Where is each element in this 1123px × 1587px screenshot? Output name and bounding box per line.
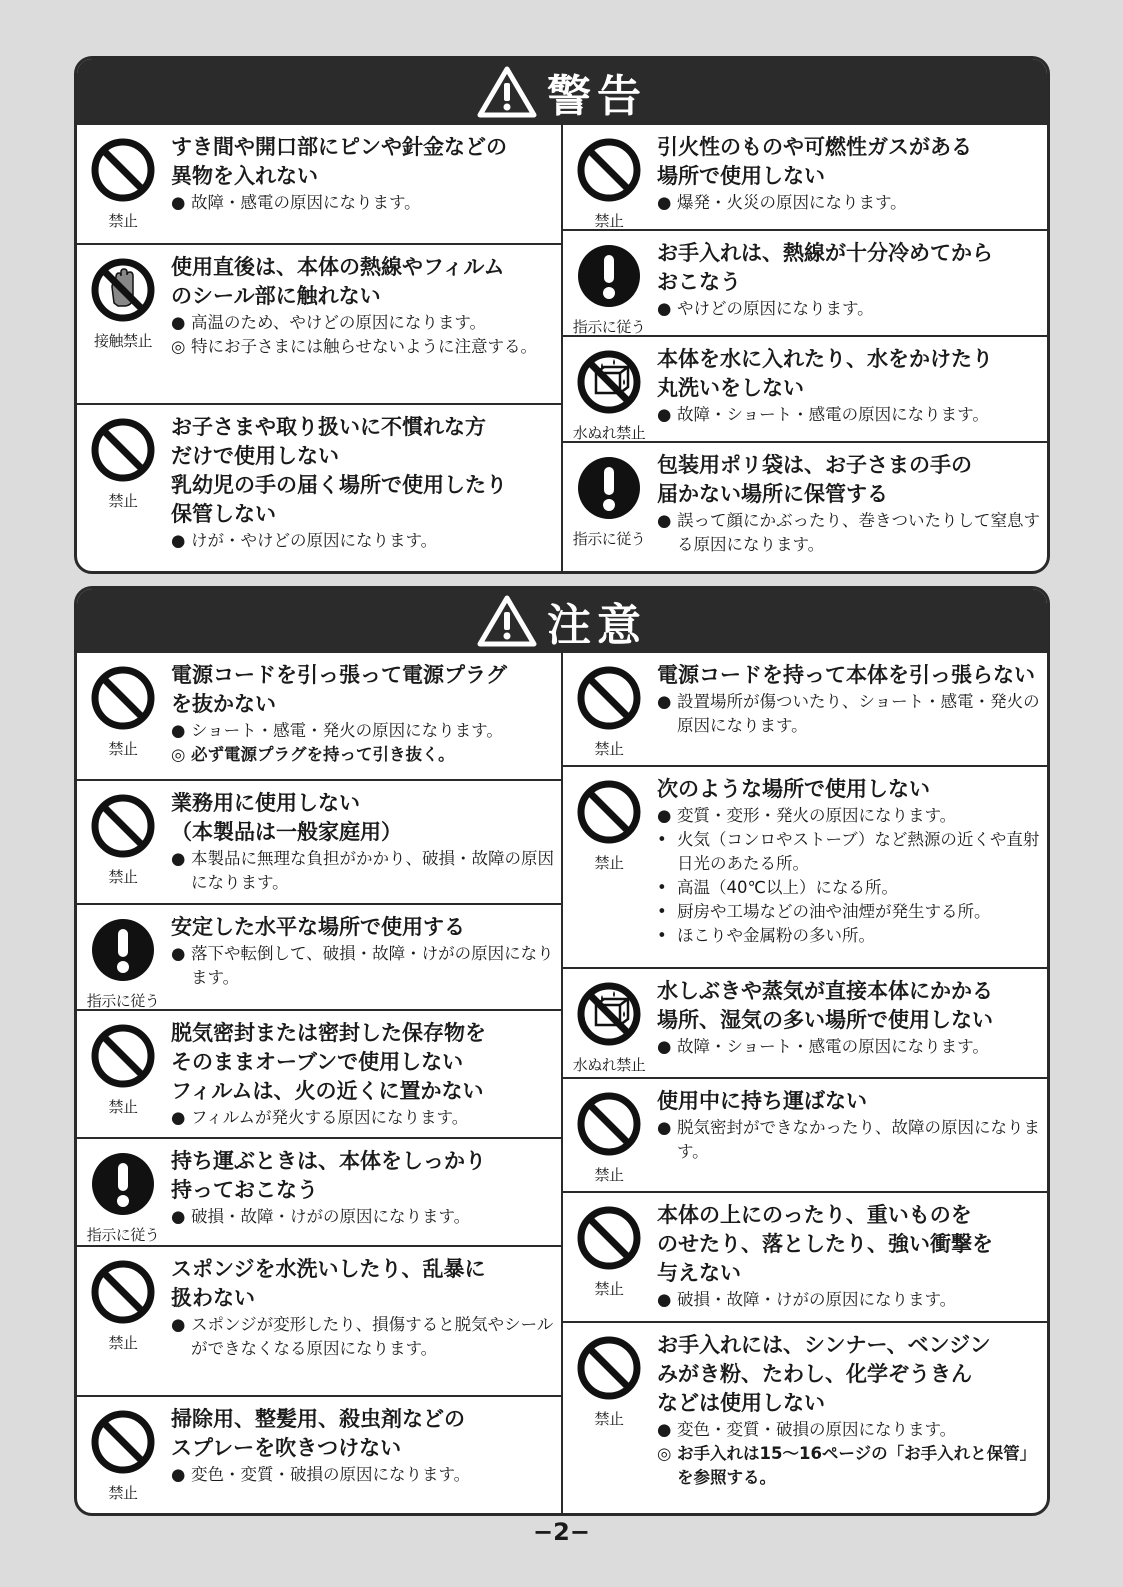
precaution-note (171, 1463, 555, 1487)
precaution-note (657, 924, 1041, 948)
prohibition-icon (576, 1335, 642, 1405)
precaution-symbol (83, 1405, 163, 1507)
page-number: −2− (533, 1518, 590, 1546)
precaution-note (171, 719, 555, 743)
title-line: 持っておこなう (171, 1178, 318, 1202)
precaution-title (657, 1087, 1041, 1116)
precaution-note (657, 1116, 1041, 1164)
precaution-note (171, 335, 555, 359)
caution-right-column (563, 653, 1047, 1513)
prohibition-icon (90, 665, 156, 735)
title-line: 安定した水平な場所で使用する (171, 915, 465, 939)
symbol-label: 水ぬれ禁止 (572, 424, 646, 441)
precaution-title (171, 1255, 555, 1313)
mandatory-icon (576, 243, 642, 313)
title-line: のシール部に触れない (171, 284, 381, 308)
bullet-mark: ● (171, 1465, 186, 1484)
title-line: 場所、湿気の多い場所で使用しない (657, 1008, 993, 1032)
note-text: 破損・故障・けがの原因になります。 (677, 1290, 957, 1309)
symbol-label: 指示に従う (572, 318, 646, 335)
precaution-note (657, 1442, 1041, 1490)
note-text: 落下や転倒して、破損・故障・けがの原因になります。 (191, 944, 554, 987)
precaution-title (657, 1331, 1041, 1418)
symbol-label: 禁止 (108, 1484, 138, 1502)
prohibition-icon (90, 1259, 156, 1329)
symbol-label: 禁止 (108, 740, 138, 758)
precaution-note (657, 900, 1041, 924)
precaution-note (171, 311, 555, 335)
precaution-item (77, 1137, 561, 1245)
precaution-item (563, 967, 1047, 1077)
note-text: 脱気密封ができなかったり、故障の原因になります。 (677, 1118, 1040, 1161)
note-text: ほこりや金属粉の多い所。 (677, 926, 875, 945)
precaution-symbol (83, 661, 163, 773)
precaution-title (657, 451, 1041, 509)
title-line: 掃除用、整髪用、殺虫剤などの (171, 1407, 465, 1431)
note-text: 故障・感電の原因になります。 (191, 193, 421, 212)
precaution-item (563, 1321, 1047, 1513)
bullet-mark: ● (657, 1420, 672, 1439)
prohibition-icon (576, 1205, 642, 1275)
note-text: 変色・変質・破損の原因になります。 (191, 1465, 471, 1484)
precaution-note (171, 529, 555, 553)
note-text: お手入れは15〜16ページの「お手入れと保管」を参照する。 (677, 1444, 1037, 1487)
bullet-mark: ● (657, 511, 672, 530)
precaution-symbol (83, 413, 163, 565)
precaution-item (77, 903, 561, 1009)
precaution-title (657, 661, 1041, 690)
note-text: 本製品に無理な負担がかかり、破損・故障の原因になります。 (191, 849, 554, 892)
precaution-item (563, 229, 1047, 335)
precaution-item (563, 125, 1047, 229)
symbol-label: 禁止 (108, 868, 138, 886)
precaution-symbol (569, 661, 649, 759)
title-line: スポンジを水洗いしたり、乱暴に (171, 1257, 486, 1281)
title-line: お手入れは、熱線が十分冷めてから (657, 241, 993, 265)
title-line: すき間や開口部にピンや針金などの (171, 135, 507, 159)
symbol-label: 禁止 (594, 212, 624, 229)
precaution-title (171, 133, 555, 191)
mandatory-icon (90, 1151, 156, 1221)
precaution-symbol (83, 913, 163, 1009)
precaution-title (657, 133, 1041, 191)
bullet-mark: • (657, 902, 667, 921)
title-line: 乳幼児の手の届く場所で使用したり (171, 473, 507, 497)
title-line: 電源コードを引っ張って電源プラグ (171, 663, 507, 687)
bullet-mark: • (657, 830, 667, 849)
warning-title: 警告 (547, 71, 647, 122)
precaution-item (77, 653, 561, 779)
caution-panel (74, 586, 1050, 1516)
precaution-symbol (569, 345, 649, 441)
title-line: おこなう (657, 270, 741, 294)
caution-header (77, 589, 1047, 653)
warning-right-column (563, 125, 1047, 571)
symbol-label: 禁止 (594, 1410, 624, 1428)
symbol-label: 禁止 (108, 212, 138, 230)
note-text: 変色・変質・破損の原因になります。 (677, 1420, 957, 1439)
title-line: を抜かない (171, 692, 276, 716)
symbol-label: 禁止 (108, 492, 138, 510)
title-line: お子さまや取り扱いに不慣れな方 (171, 415, 486, 439)
bullet-mark: ● (171, 849, 186, 868)
precaution-item (563, 335, 1047, 441)
precaution-title (171, 1405, 555, 1463)
precaution-item (77, 243, 561, 403)
prohibition-icon (90, 793, 156, 863)
note-text: 故障・ショート・感電の原因になります。 (677, 405, 989, 424)
prohibition-icon (90, 137, 156, 207)
precaution-note (657, 1288, 1041, 1312)
precaution-symbol (83, 1019, 163, 1131)
precaution-symbol (83, 253, 163, 397)
precaution-symbol (569, 977, 649, 1074)
symbol-label: 指示に従う (572, 530, 646, 548)
precaution-note (657, 509, 1041, 557)
note-text: 火気（コンロやストーブ）など熱源の近くや直射日光のあたる所。 (677, 830, 1040, 873)
precaution-item (563, 653, 1047, 765)
precaution-note (171, 191, 555, 215)
bullet-mark: • (657, 878, 667, 897)
precaution-title (171, 789, 555, 847)
symbol-label: 禁止 (594, 854, 624, 872)
note-text: ショート・感電・発火の原因になります。 (191, 721, 503, 740)
title-line: のせたり、落としたり、強い衝撃を (657, 1232, 993, 1256)
precaution-note (657, 690, 1041, 738)
precaution-item (563, 1077, 1047, 1191)
symbol-label: 禁止 (108, 1098, 138, 1116)
precaution-title (171, 913, 555, 942)
bullet-mark: ◎ (171, 337, 186, 356)
no-water-icon (576, 981, 642, 1051)
precaution-title (171, 253, 555, 311)
bullet-mark: ● (171, 944, 186, 963)
precaution-item (77, 125, 561, 243)
title-line: 電源コードを持って本体を引っ張らない (657, 663, 1035, 687)
precaution-note (171, 942, 555, 990)
bullet-mark: ● (657, 1118, 672, 1137)
bullet-mark: ● (171, 1108, 186, 1127)
precaution-item (563, 441, 1047, 571)
precaution-note (171, 1313, 555, 1361)
precaution-symbol (569, 239, 649, 335)
bullet-mark: ● (171, 1315, 186, 1334)
title-line: 脱気密封または密封した保存物を (171, 1021, 486, 1045)
symbol-label: 禁止 (594, 1166, 624, 1184)
precaution-item (563, 1191, 1047, 1321)
title-line: 使用直後は、本体の熱線やフィルム (171, 255, 505, 279)
bullet-mark: ● (657, 405, 672, 424)
note-text: 破損・故障・けがの原因になります。 (191, 1207, 471, 1226)
note-text: やけどの原因になります。 (677, 299, 874, 318)
title-line: などは使用しない (657, 1391, 825, 1415)
bullet-mark: ◎ (171, 745, 186, 764)
mandatory-icon (576, 455, 642, 525)
title-line: だけで使用しない (171, 444, 339, 468)
title-line: 使用中に持ち運ばない (657, 1089, 867, 1113)
note-text: 厨房や工場などの油や油煙が発生する所。 (677, 902, 991, 921)
note-text: 誤って顔にかぶったり、巻きついたりして窒息する原因になります。 (677, 511, 1040, 554)
bullet-mark: ● (171, 1207, 186, 1226)
precaution-item (563, 765, 1047, 967)
prohibition-icon (576, 1091, 642, 1161)
precaution-symbol (83, 133, 163, 237)
bullet-mark: ◎ (657, 1444, 672, 1463)
symbol-label: 指示に従う (86, 992, 160, 1009)
precaution-note (657, 876, 1041, 900)
note-text: 爆発・火災の原因になります。 (677, 193, 907, 212)
title-line: 与えない (657, 1261, 741, 1285)
note-text: 設置場所が傷ついたり、ショート・感電・発火の原因になります。 (677, 692, 1040, 735)
precaution-title (657, 977, 1041, 1035)
prohibition-icon (90, 1023, 156, 1093)
prohibition-icon (576, 665, 642, 735)
symbol-label: 禁止 (594, 1280, 624, 1298)
precaution-symbol (83, 789, 163, 897)
title-line: 次のような場所で使用しない (657, 777, 930, 801)
note-text: スポンジが変形したり、損傷すると脱気やシールができなくなる原因になります。 (191, 1315, 554, 1358)
precaution-title (171, 1147, 555, 1205)
warning-left-column (77, 125, 563, 571)
note-text: 高温（40℃以上）になる所。 (677, 878, 899, 897)
warning-header (77, 59, 1047, 125)
title-line: 丸洗いをしない (657, 376, 804, 400)
title-line: 持ち運ぶときは、本体をしっかり (171, 1149, 486, 1173)
prohibition-icon (576, 779, 642, 849)
precaution-note (657, 297, 1041, 321)
title-line: 業務用に使用しない (171, 791, 360, 815)
title-line: フィルムは、火の近くに置かない (171, 1079, 484, 1103)
bullet-mark: ● (657, 299, 672, 318)
precaution-item (77, 1245, 561, 1395)
caution-triangle-icon (477, 66, 537, 118)
title-line: 本体を水に入れたり、水をかけたり (657, 347, 993, 371)
precaution-note (171, 1205, 555, 1229)
bullet-mark: ● (171, 193, 186, 212)
precaution-note (657, 828, 1041, 876)
title-line: 保管しない (171, 502, 276, 526)
bullet-mark: • (657, 926, 667, 945)
precaution-title (171, 413, 555, 529)
title-line: 包装用ポリ袋は、お子さまの手の (657, 453, 972, 477)
bullet-mark: ● (657, 1037, 672, 1056)
precaution-symbol (569, 1331, 649, 1507)
bullet-mark: ● (171, 531, 186, 550)
precaution-item (77, 1395, 561, 1513)
precaution-note (657, 1418, 1041, 1442)
symbol-label: 禁止 (108, 1334, 138, 1352)
symbol-label: 水ぬれ禁止 (572, 1056, 646, 1074)
note-text: 必ず電源プラグを持って引き抜く。 (191, 745, 455, 764)
precaution-note (657, 1035, 1041, 1059)
title-line: 水しぶきや蒸気が直接本体にかかる (657, 979, 993, 1003)
title-line: みがき粉、たわし、化学ぞうきん (657, 1362, 972, 1386)
precaution-note (657, 403, 1041, 427)
note-text: 特にお子さまには触らせないように注意する。 (191, 337, 538, 356)
precaution-symbol (83, 1147, 163, 1244)
note-text: フィルムが発火する原因になります。 (191, 1108, 469, 1127)
precaution-symbol (569, 1087, 649, 1185)
precaution-title (657, 345, 1041, 403)
symbol-label: 禁止 (594, 740, 624, 758)
precaution-symbol (83, 1255, 163, 1389)
title-line: 引火性のものや可燃性ガスがある (657, 135, 972, 159)
precaution-symbol (569, 1201, 649, 1315)
precaution-item (77, 403, 561, 571)
precaution-note (171, 743, 555, 767)
precaution-item (77, 779, 561, 903)
bullet-mark: ● (657, 806, 672, 825)
title-line: 届かない場所に保管する (657, 482, 888, 506)
bullet-mark: ● (657, 1290, 672, 1309)
note-text: 故障・ショート・感電の原因になります。 (677, 1037, 989, 1056)
precaution-symbol (569, 133, 649, 229)
bullet-mark: ● (657, 692, 672, 711)
prohibition-icon (90, 417, 156, 487)
bullet-mark: ● (657, 193, 672, 212)
symbol-label: 指示に従う (86, 1226, 160, 1244)
title-line: （本製品は一般家庭用） (171, 820, 402, 844)
title-line: 本体の上にのったり、重いものを (657, 1203, 972, 1227)
title-line: そのままオーブンで使用しない (171, 1050, 464, 1074)
precaution-symbol (569, 451, 649, 565)
note-text: 変質・変形・発火の原因になります。 (677, 806, 957, 825)
precaution-title (171, 661, 555, 719)
symbol-label: 接触禁止 (93, 332, 152, 350)
precaution-title (171, 1019, 555, 1106)
warning-panel (74, 56, 1050, 574)
title-line: スプレーを吹きつけない (171, 1436, 402, 1460)
caution-left-column (77, 653, 563, 1513)
prohibition-icon (90, 1409, 156, 1479)
precaution-title (657, 775, 1041, 804)
precaution-note (171, 847, 555, 895)
note-text: 高温のため、やけどの原因になります。 (191, 313, 487, 332)
bullet-mark: ● (171, 721, 186, 740)
no-touch-icon (90, 257, 156, 327)
precaution-note (657, 191, 1041, 215)
title-line: 異物を入れない (171, 164, 318, 188)
precaution-title (657, 1201, 1041, 1288)
prohibition-icon (576, 137, 642, 207)
caution-title: 注意 (547, 600, 647, 651)
title-line: 扱わない (171, 1286, 255, 1310)
bullet-mark: ● (171, 313, 186, 332)
caution-triangle-icon (477, 595, 537, 647)
note-text: けが・やけどの原因になります。 (191, 531, 438, 550)
precaution-note (171, 1106, 555, 1130)
title-line: お手入れには、シンナー、ベンジン (657, 1333, 991, 1357)
mandatory-icon (90, 917, 156, 987)
precaution-note (657, 804, 1041, 828)
precaution-symbol (569, 775, 649, 961)
precaution-title (657, 239, 1041, 297)
no-water-icon (576, 349, 642, 419)
precaution-item (77, 1009, 561, 1137)
title-line: 場所で使用しない (657, 164, 825, 188)
